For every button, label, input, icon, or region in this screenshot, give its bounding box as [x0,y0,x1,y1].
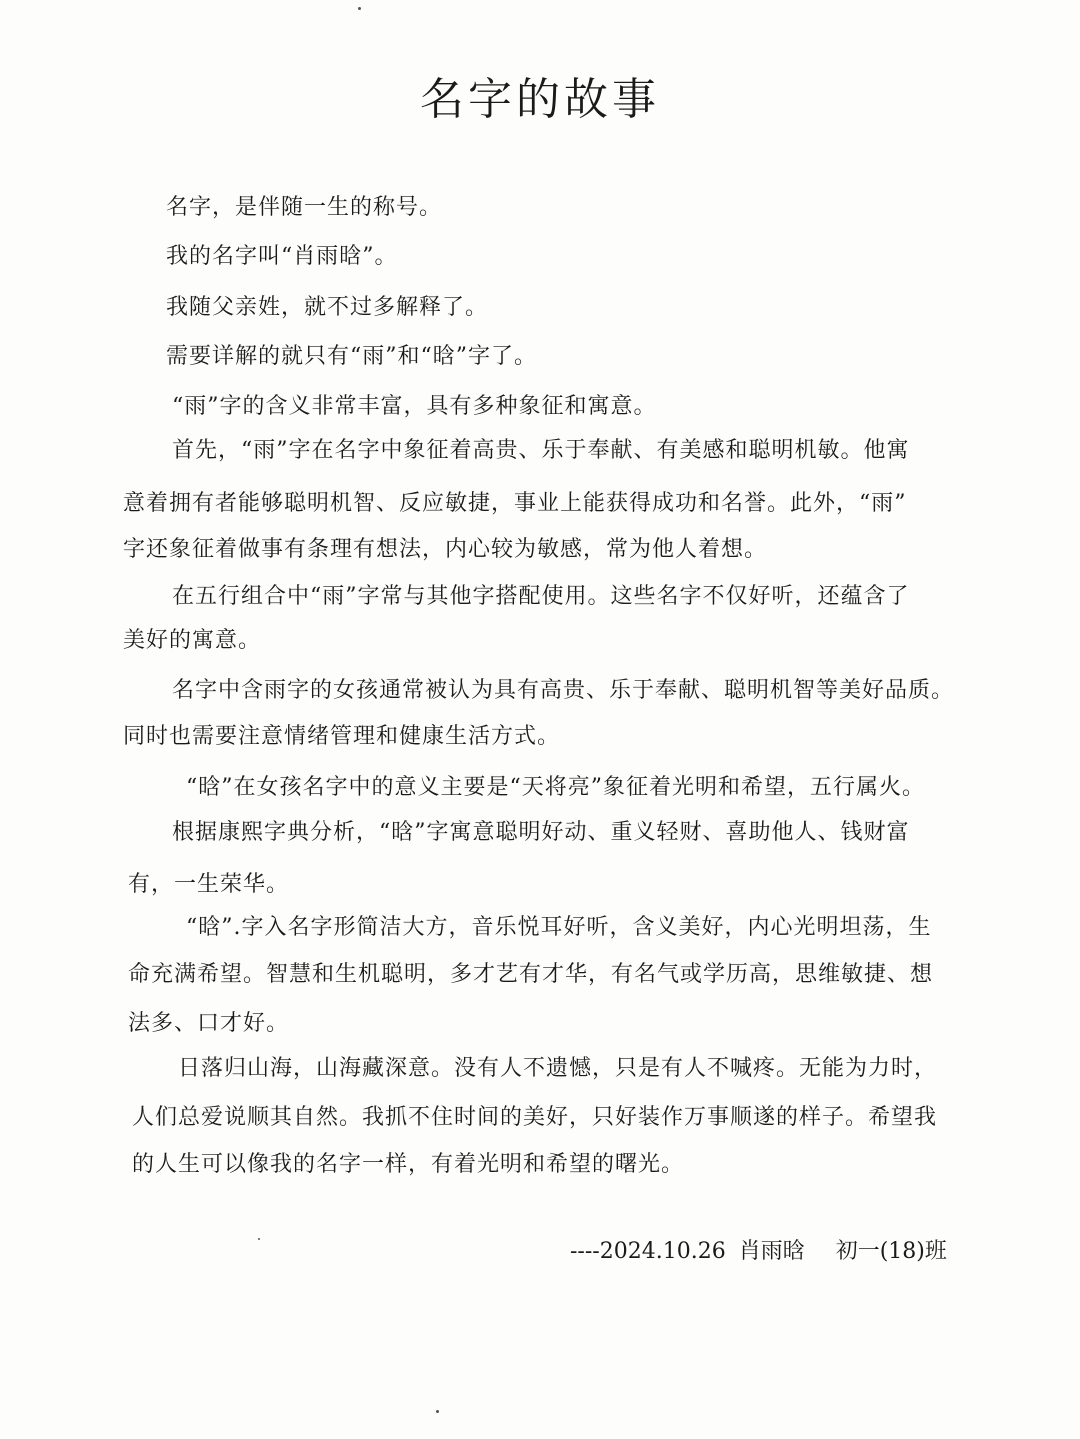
signature-author: 肖雨晗 [738,1239,805,1264]
text-line: 名字中含雨字的女孩通常被认为具有高贵、乐于奉献、聪明机智等美好品质。 [172,678,955,703]
text-line: 我的名字叫“肖雨晗”。 [166,244,398,269]
text-line: “雨”字的含义非常丰富，具有多种象征和寓意。 [172,394,657,419]
scan-speck [436,1410,439,1413]
text-line: 的人生可以像我的名字一样，有着光明和希望的曙光。 [132,1152,685,1177]
signature-class: 初一(18)班 [835,1239,947,1264]
text-line: 美好的寓意。 [123,628,262,653]
text-line: 有，一生荣华。 [128,872,290,897]
signature-date: ----2024.10.26 [570,1239,726,1264]
text-line: “晗”在女孩名字中的意义主要是“天将亮”象征着光明和希望，五行属火。 [186,775,925,800]
signature [570,1237,953,1267]
text-line: 名字，是伴随一生的称号。 [166,195,443,220]
text-line: 需要详解的就只有“雨”和“晗”字了。 [166,344,537,369]
text-line: 日落归山海，山海藏深意。没有人不遗憾，只是有人不喊疼。无能为力时， [178,1056,938,1081]
text-line: 在五行组合中“雨”字常与其他字搭配使用。这些名字不仅好听，还蕴含了 [172,584,910,609]
text-line: 意着拥有者能够聪明机智、反应敏捷，事业上能获得成功和名誉。此外，“雨” [123,491,907,516]
text-line: 命充满希望。智慧和生机聪明，多才艺有才华，有名气或学历高，思维敏捷、想 [128,962,934,987]
text-line: 我随父亲姓，就不过多解释了。 [166,295,489,320]
text-line: 同时也需要注意情绪管理和健康生活方式。 [123,724,561,749]
document-title: 名字的故事 [420,74,660,125]
text-line: 根据康熙字典分析，“晗”字寓意聪明好动、重义轻财、喜助他人、钱财富 [172,820,910,845]
text-line: 人们总爱说顺其自然。我抓不住时间的美好，只好装作万事顺遂的样子。希望我 [132,1105,938,1130]
text-line: 法多、口才好。 [128,1011,290,1036]
text-line: 字还象征着做事有条理有想法，内心较为敏感，常为他人着想。 [123,537,768,562]
scan-speck [358,7,361,10]
text-line: “晗”.字入名字形简洁大方，音乐悦耳好听，含义美好，内心光明坦荡，生 [186,915,932,940]
text-line: 首先，“雨”字在名字中象征着高贵、乐于奉献、有美感和聪明机敏。他寓 [172,438,910,463]
scan-speck [258,1238,260,1240]
